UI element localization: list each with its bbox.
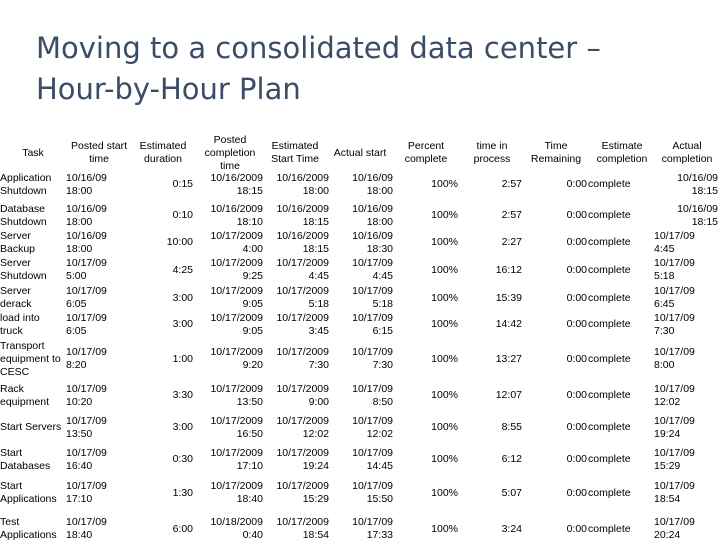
posted-completion-cell-text: 10/16/2009 18:10 xyxy=(210,202,263,228)
estimate-completion-cell xyxy=(588,311,648,338)
estimated-start-cell xyxy=(264,412,329,443)
posted-start-cell xyxy=(66,201,130,230)
percent-complete-cell-text: 100% xyxy=(431,236,458,248)
actual-start-cell xyxy=(330,284,393,312)
time-remaining-cell xyxy=(530,510,587,548)
estimated-start-cell-text: 10/17/2009 12:02 xyxy=(276,414,329,440)
table-row xyxy=(0,201,720,230)
duration-cell xyxy=(130,201,193,230)
estimate-completion-cell xyxy=(588,168,648,201)
estimated-start-cell xyxy=(264,510,329,548)
estimate-completion-cell-text: complete xyxy=(588,352,631,365)
task-cell xyxy=(0,229,66,256)
actual-start-cell xyxy=(330,443,393,476)
estimate-completion-cell-text: complete xyxy=(588,318,631,330)
time-in-process-cell xyxy=(460,168,522,201)
posted-start-cell-text: 10/17/09 13:50 xyxy=(66,414,107,440)
duration-cell-text: 0:30 xyxy=(172,453,193,465)
time-in-process-cell xyxy=(460,443,522,476)
actual-completion-cell xyxy=(654,379,718,412)
estimated-start-cell xyxy=(264,476,329,510)
duration-cell-text: 6:00 xyxy=(172,522,193,535)
task-cell-text: Server Shutdown xyxy=(0,257,47,282)
posted-completion-cell xyxy=(194,510,263,548)
percent-complete-cell-text: 100% xyxy=(431,178,458,190)
posted-start-cell xyxy=(66,476,130,510)
time-remaining-cell-text: 0:00 xyxy=(566,263,587,276)
time-in-process-cell-text: 13:27 xyxy=(495,352,522,365)
task-cell-text: Start Servers xyxy=(0,421,62,433)
estimate-completion-cell-text: complete xyxy=(588,421,631,433)
estimated-start-cell xyxy=(264,311,329,338)
posted-completion-cell-text: 10/17/2009 4:00 xyxy=(210,229,263,255)
actual-completion-cell-text: 10/17/09 7:30 xyxy=(654,311,695,337)
posted-completion-cell xyxy=(194,168,263,201)
actual-completion-cell-text: 10/17/09 5:18 xyxy=(654,257,695,282)
estimated-start-cell-text: 10/16/2009 18:00 xyxy=(276,171,329,197)
time-in-process-cell xyxy=(460,284,522,312)
time-remaining-cell-text: 0:00 xyxy=(566,522,587,535)
posted-start-cell-text: 10/17/09 17:10 xyxy=(66,480,107,505)
posted-completion-cell-text: 10/17/2009 13:50 xyxy=(210,382,263,408)
actual-completion-cell-text: 10/17/09 19:24 xyxy=(654,414,695,440)
time-in-process-cell xyxy=(460,510,522,548)
estimate-completion-cell-text: complete xyxy=(588,291,631,304)
percent-complete-cell-text: 100% xyxy=(431,318,458,330)
estimate-completion-cell-text: complete xyxy=(588,453,631,465)
time-in-process-cell xyxy=(460,311,522,338)
posted-start-cell-text: 10/17/09 16:40 xyxy=(66,446,107,472)
task-cell xyxy=(0,256,66,284)
percent-complete-cell xyxy=(396,168,458,201)
actual-start-cell xyxy=(330,339,393,379)
time-in-process-cell-text: 2:57 xyxy=(501,209,522,221)
estimated-start-cell-text: 10/17/2009 15:29 xyxy=(276,480,329,505)
time-in-process-cell xyxy=(460,412,522,443)
estimate-completion-cell-text: complete xyxy=(588,263,631,276)
posted-start-cell xyxy=(66,339,130,379)
actual-completion-cell xyxy=(654,229,718,256)
actual-start-cell-text: 10/16/09 18:00 xyxy=(352,202,393,228)
posted-start-cell xyxy=(66,412,130,443)
actual-completion-cell-text: 10/16/09 18:15 xyxy=(677,202,718,228)
header-posted-start-time: Posted start time xyxy=(70,140,128,165)
duration-cell xyxy=(130,256,193,284)
percent-complete-cell-text: 100% xyxy=(431,263,458,276)
posted-start-cell-text: 10/17/09 8:20 xyxy=(66,346,107,371)
posted-start-cell xyxy=(66,510,130,548)
percent-complete-cell xyxy=(396,510,458,548)
duration-cell-text: 4:25 xyxy=(172,263,193,276)
estimated-start-cell-text: 10/17/2009 5:18 xyxy=(276,285,329,310)
time-in-process-cell xyxy=(460,339,522,379)
posted-completion-cell xyxy=(194,284,263,312)
duration-cell-text: 3:00 xyxy=(172,421,193,433)
estimate-completion-cell xyxy=(588,443,648,476)
task-cell-text: Test Applications xyxy=(0,516,57,541)
estimated-start-cell xyxy=(264,379,329,412)
estimated-start-cell-text: 10/17/2009 7:30 xyxy=(276,346,329,371)
actual-start-cell xyxy=(330,476,393,510)
task-cell xyxy=(0,284,66,312)
actual-start-cell xyxy=(330,256,393,284)
time-in-process-cell xyxy=(460,379,522,412)
percent-complete-cell-text: 100% xyxy=(431,421,458,433)
time-remaining-cell xyxy=(530,412,587,443)
task-cell xyxy=(0,443,66,476)
time-remaining-cell-text: 0:00 xyxy=(566,453,587,465)
actual-start-cell xyxy=(330,201,393,230)
duration-cell xyxy=(130,229,193,256)
time-in-process-cell-text: 12:07 xyxy=(495,389,522,401)
estimate-completion-cell xyxy=(588,201,648,230)
time-remaining-cell xyxy=(530,256,587,284)
duration-cell xyxy=(130,510,193,548)
actual-start-cell-text: 10/17/09 12:02 xyxy=(352,414,393,440)
posted-start-cell xyxy=(66,284,130,312)
duration-cell xyxy=(130,339,193,379)
header-time-in-process: time in process xyxy=(473,140,511,165)
time-remaining-cell xyxy=(530,379,587,412)
duration-cell xyxy=(130,443,193,476)
actual-start-cell-text: 10/16/09 18:30 xyxy=(352,229,393,255)
time-remaining-cell-text: 0:00 xyxy=(566,352,587,365)
posted-start-cell-text: 10/16/09 18:00 xyxy=(66,171,107,197)
percent-complete-cell-text: 100% xyxy=(431,522,458,535)
actual-start-cell-text: 10/17/09 17:33 xyxy=(352,516,393,541)
time-remaining-cell-text: 0:00 xyxy=(566,389,587,401)
time-in-process-cell-text: 3:24 xyxy=(501,522,522,535)
header-posted-completion-time: Posted completion time xyxy=(204,133,256,172)
task-cell-text: Server Backup xyxy=(0,229,36,255)
posted-start-cell xyxy=(66,168,130,201)
estimate-completion-cell-text: complete xyxy=(588,522,631,535)
posted-completion-cell-text: 10/17/2009 9:20 xyxy=(210,346,263,371)
percent-complete-cell-text: 100% xyxy=(431,389,458,401)
time-in-process-cell-text: 5:07 xyxy=(501,486,522,499)
estimate-completion-cell xyxy=(588,229,648,256)
header-estimated-start-time: Estimated Start Time xyxy=(271,140,319,165)
posted-start-cell-text: 10/16/09 18:00 xyxy=(66,202,107,228)
estimate-completion-cell-text: complete xyxy=(588,389,631,401)
actual-completion-cell-text: 10/17/09 20:24 xyxy=(654,516,695,541)
estimated-start-cell xyxy=(264,201,329,230)
actual-completion-cell-text: 10/17/09 12:02 xyxy=(654,382,695,408)
table-row xyxy=(0,379,720,412)
estimated-start-cell-text: 10/16/2009 18:15 xyxy=(276,202,329,228)
estimated-start-cell xyxy=(264,229,329,256)
actual-completion-cell-text: 10/17/09 15:29 xyxy=(654,446,695,472)
table-row xyxy=(0,256,720,284)
actual-completion-cell xyxy=(654,201,718,230)
percent-complete-cell-text: 100% xyxy=(431,209,458,221)
estimated-start-cell-text: 10/17/2009 18:54 xyxy=(276,516,329,541)
task-cell-text: load into truck xyxy=(0,311,40,337)
task-cell xyxy=(0,412,66,443)
estimate-completion-cell xyxy=(588,339,648,379)
time-in-process-cell xyxy=(460,229,522,256)
task-cell-text: Server derack xyxy=(0,285,32,310)
table-row xyxy=(0,443,720,476)
estimate-completion-cell xyxy=(588,284,648,312)
duration-cell-text: 1:00 xyxy=(172,352,193,365)
actual-start-cell-text: 10/17/09 4:45 xyxy=(352,257,393,282)
estimated-start-cell-text: 10/16/2009 18:15 xyxy=(276,229,329,255)
slide-title: Moving to a consolidated data center – Hour-by-Hour Plan xyxy=(36,31,601,106)
actual-start-cell xyxy=(330,510,393,548)
percent-complete-cell xyxy=(396,476,458,510)
actual-start-cell-text: 10/16/09 18:00 xyxy=(352,171,393,197)
table-row xyxy=(0,311,720,338)
header-estimate-completion: Estimate completion xyxy=(596,140,648,165)
estimated-start-cell xyxy=(264,443,329,476)
duration-cell xyxy=(130,412,193,443)
header-percent-complete: Percent complete xyxy=(404,140,448,165)
time-in-process-cell xyxy=(460,256,522,284)
task-cell-text: Start Applications xyxy=(0,480,57,505)
estimate-completion-cell xyxy=(588,510,648,548)
estimate-completion-cell xyxy=(588,256,648,284)
header-actual-completion: Actual completion xyxy=(661,140,713,165)
time-remaining-cell xyxy=(530,476,587,510)
posted-start-cell xyxy=(66,443,130,476)
actual-start-cell-text: 10/17/09 8:50 xyxy=(352,382,393,408)
actual-completion-cell xyxy=(654,443,718,476)
posted-completion-cell-text: 10/17/2009 9:05 xyxy=(210,285,263,310)
posted-completion-cell-text: 10/16/2009 18:15 xyxy=(210,171,263,197)
time-in-process-cell-text: 15:39 xyxy=(495,291,522,304)
time-in-process-cell-text: 2:57 xyxy=(501,178,522,190)
percent-complete-cell xyxy=(396,201,458,230)
time-in-process-cell xyxy=(460,201,522,230)
task-cell-text: Rack equipment xyxy=(0,382,50,408)
table-row xyxy=(0,510,720,548)
percent-complete-cell-text: 100% xyxy=(431,291,458,304)
posted-completion-cell xyxy=(194,412,263,443)
duration-cell-text: 3:00 xyxy=(172,291,193,304)
percent-complete-cell xyxy=(396,379,458,412)
percent-complete-cell xyxy=(396,412,458,443)
table-row xyxy=(0,339,720,379)
posted-start-cell xyxy=(66,311,130,338)
time-remaining-cell xyxy=(530,201,587,230)
actual-start-cell-text: 10/17/09 6:15 xyxy=(352,311,393,337)
table-row xyxy=(0,168,720,201)
posted-completion-cell xyxy=(194,229,263,256)
posted-start-cell-text: 10/17/09 6:05 xyxy=(66,311,107,337)
posted-start-cell-text: 10/16/09 18:00 xyxy=(66,229,107,255)
time-remaining-cell xyxy=(530,339,587,379)
table-row xyxy=(0,412,720,443)
posted-completion-cell xyxy=(194,443,263,476)
task-cell xyxy=(0,339,66,379)
posted-start-cell-text: 10/17/09 5:00 xyxy=(66,257,107,282)
time-remaining-cell-text: 0:00 xyxy=(566,209,587,221)
task-cell-text: Database Shutdown xyxy=(0,202,47,228)
time-remaining-cell-text: 0:00 xyxy=(566,178,587,190)
actual-start-cell-text: 10/17/09 14:45 xyxy=(352,446,393,472)
posted-completion-cell xyxy=(194,339,263,379)
duration-cell xyxy=(130,379,193,412)
header-estimated-duration: Estimated duration xyxy=(139,140,187,165)
task-cell xyxy=(0,476,66,510)
duration-cell-text: 0:10 xyxy=(172,209,193,221)
time-in-process-cell xyxy=(460,476,522,510)
actual-start-cell xyxy=(330,412,393,443)
actual-completion-cell xyxy=(654,510,718,548)
estimate-completion-cell xyxy=(588,379,648,412)
task-cell xyxy=(0,311,66,338)
table-row xyxy=(0,229,720,256)
header-actual-start: Actual start xyxy=(333,146,387,159)
actual-start-cell-text: 10/17/09 5:18 xyxy=(352,285,393,310)
estimate-completion-cell-text: complete xyxy=(588,178,631,190)
percent-complete-cell xyxy=(396,284,458,312)
percent-complete-cell-text: 100% xyxy=(431,453,458,465)
percent-complete-cell-text: 100% xyxy=(431,352,458,365)
estimate-completion-cell xyxy=(588,476,648,510)
task-cell-text: Application Shutdown xyxy=(0,171,52,197)
time-in-process-cell-text: 8:55 xyxy=(501,421,522,433)
percent-complete-cell xyxy=(396,339,458,379)
posted-completion-cell-text: 10/18/2009 0:40 xyxy=(210,516,263,541)
percent-complete-cell xyxy=(396,229,458,256)
time-in-process-cell-text: 6:12 xyxy=(501,453,522,465)
estimated-start-cell xyxy=(264,284,329,312)
posted-start-cell-text: 10/17/09 6:05 xyxy=(66,285,107,310)
time-in-process-cell-text: 16:12 xyxy=(495,263,522,276)
estimate-completion-cell-text: complete xyxy=(588,236,631,248)
actual-start-cell-text: 10/17/09 15:50 xyxy=(352,480,393,505)
time-remaining-cell xyxy=(530,284,587,312)
actual-completion-cell-text: 10/17/09 4:45 xyxy=(654,229,695,255)
estimated-start-cell-text: 10/17/2009 9:00 xyxy=(276,382,329,408)
actual-completion-cell-text: 10/17/09 18:54 xyxy=(654,480,695,505)
task-cell xyxy=(0,379,66,412)
estimated-start-cell xyxy=(264,168,329,201)
estimated-start-cell-text: 10/17/2009 4:45 xyxy=(276,257,329,282)
duration-cell-text: 1:30 xyxy=(172,486,193,499)
duration-cell xyxy=(130,284,193,312)
estimate-completion-cell-text: complete xyxy=(588,486,631,499)
time-remaining-cell xyxy=(530,443,587,476)
actual-completion-cell-text: 10/16/09 18:15 xyxy=(677,171,718,197)
actual-start-cell xyxy=(330,379,393,412)
time-remaining-cell xyxy=(530,311,587,338)
duration-cell xyxy=(130,311,193,338)
actual-completion-cell xyxy=(654,168,718,201)
task-cell xyxy=(0,201,66,230)
estimate-completion-cell-text: complete xyxy=(588,209,631,221)
duration-cell-text: 3:00 xyxy=(172,318,193,330)
actual-start-cell xyxy=(330,168,393,201)
posted-start-cell-text: 10/17/09 10:20 xyxy=(66,382,107,408)
actual-completion-cell xyxy=(654,256,718,284)
task-cell xyxy=(0,168,66,201)
actual-start-cell xyxy=(330,229,393,256)
percent-complete-cell xyxy=(396,443,458,476)
time-remaining-cell-text: 0:00 xyxy=(566,236,587,248)
time-in-process-cell-text: 2:27 xyxy=(501,236,522,248)
posted-completion-cell xyxy=(194,379,263,412)
posted-completion-cell xyxy=(194,201,263,230)
table-row xyxy=(0,476,720,510)
table-row xyxy=(0,284,720,312)
duration-cell-text: 3:30 xyxy=(172,389,193,401)
time-remaining-cell-text: 0:00 xyxy=(566,291,587,304)
actual-completion-cell xyxy=(654,284,718,312)
posted-completion-cell xyxy=(194,476,263,510)
time-remaining-cell xyxy=(530,168,587,201)
actual-completion-cell-text: 10/17/09 8:00 xyxy=(654,346,695,371)
estimate-completion-cell xyxy=(588,412,648,443)
posted-completion-cell-text: 10/17/2009 9:25 xyxy=(210,257,263,282)
time-remaining-cell-text: 0:00 xyxy=(566,486,587,499)
duration-cell-text: 0:15 xyxy=(172,178,193,190)
actual-start-cell xyxy=(330,311,393,338)
time-remaining-cell-text: 0:00 xyxy=(566,421,587,433)
estimated-start-cell-text: 10/17/2009 19:24 xyxy=(276,446,329,472)
estimated-start-cell xyxy=(264,256,329,284)
duration-cell xyxy=(130,168,193,201)
actual-start-cell-text: 10/17/09 7:30 xyxy=(352,346,393,371)
percent-complete-cell-text: 100% xyxy=(431,486,458,499)
time-remaining-cell xyxy=(530,229,587,256)
header-time-remaining: Time Remaining xyxy=(530,140,582,165)
estimated-start-cell xyxy=(264,339,329,379)
time-remaining-cell-text: 0:00 xyxy=(566,318,587,330)
posted-start-cell xyxy=(66,229,130,256)
posted-completion-cell-text: 10/17/2009 9:05 xyxy=(210,311,263,337)
actual-completion-cell xyxy=(654,476,718,510)
actual-completion-cell xyxy=(654,412,718,443)
estimated-start-cell-text: 10/17/2009 3:45 xyxy=(276,311,329,337)
posted-completion-cell-text: 10/17/2009 18:40 xyxy=(210,480,263,505)
task-cell xyxy=(0,510,66,548)
posted-completion-cell-text: 10/17/2009 17:10 xyxy=(210,446,263,472)
actual-completion-cell xyxy=(654,311,718,338)
task-cell-text: Start Databases xyxy=(0,446,51,472)
actual-completion-cell xyxy=(654,339,718,379)
actual-completion-cell-text: 10/17/09 6:45 xyxy=(654,285,695,310)
duration-cell xyxy=(130,476,193,510)
posted-completion-cell-text: 10/17/2009 16:50 xyxy=(210,414,263,440)
header-task: Task xyxy=(22,146,44,159)
duration-cell-text: 10:00 xyxy=(166,236,193,248)
task-cell-text: Transport equipment to CESC xyxy=(0,339,61,378)
posted-start-cell-text: 10/17/09 18:40 xyxy=(66,516,107,541)
posted-start-cell xyxy=(66,256,130,284)
posted-completion-cell xyxy=(194,311,263,338)
percent-complete-cell xyxy=(396,311,458,338)
time-in-process-cell-text: 14:42 xyxy=(495,318,522,330)
percent-complete-cell xyxy=(396,256,458,284)
posted-start-cell xyxy=(66,379,130,412)
posted-completion-cell xyxy=(194,256,263,284)
